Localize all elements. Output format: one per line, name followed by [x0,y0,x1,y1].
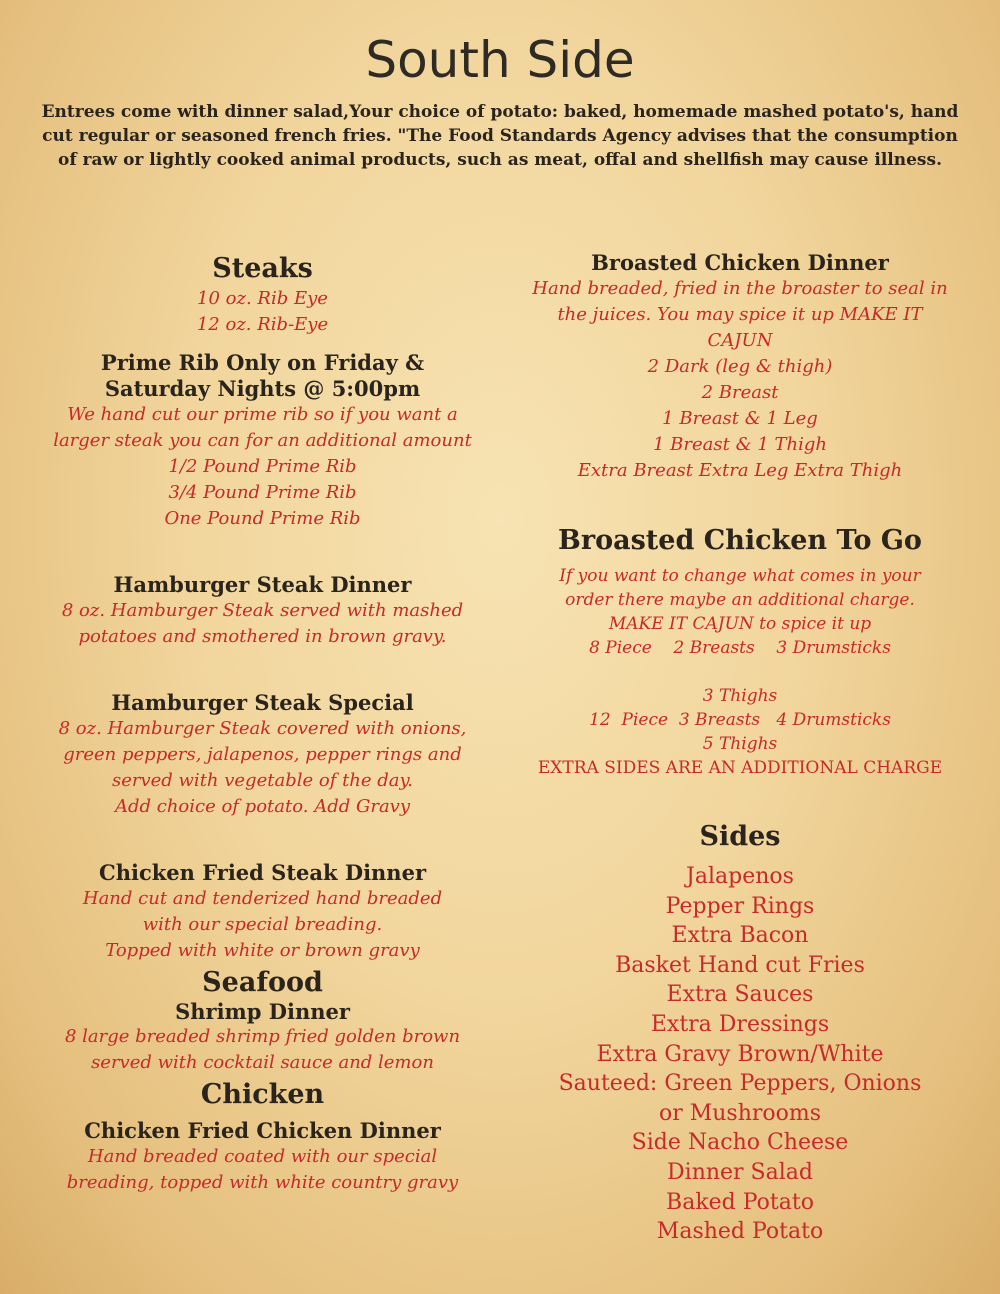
side-item: Basket Hand cut Fries [615,952,865,978]
hamburger-special-note: Add choice of potato. Add Gravy [114,796,411,817]
broasted-dinner-heading: Broasted Chicken Dinner [591,250,889,275]
broasted-dinner-item: 2 Dark (leg & thigh) [647,356,833,377]
hamburger-dinner-description: 8 oz. Hamburger Steak served with mashed potatoes and smothered in brown gravy. [61,600,464,647]
steak-item: 12 oz. Rib-Eye [196,314,329,335]
prime-rib-description: We hand cut our prime rib so if you want a larger steak you can for an additional amount [53,404,472,451]
side-item: Extra Dressings [650,1011,830,1037]
side-item: Dinner Salad [667,1159,813,1185]
shrimp-dinner-heading: Shrimp Dinner [175,999,350,1024]
page-title: South Side [365,31,635,89]
left-column [40,252,485,1196]
broasted-to-go-heading: Broasted Chicken To Go [558,525,922,556]
side-item: Sauteed: Green Peppers, Onions [558,1071,922,1097]
to-go-option: 12 Piece 3 Breasts 4 Drumsticks [589,710,891,730]
prime-rib-item: 3/4 Pound Prime Rib [168,482,357,503]
side-item: Jalapenos [686,864,794,889]
broasted-dinner-item: 1 Breast & 1 Thigh [653,434,827,455]
extra-sides-note: EXTRA SIDES ARE AN ADDITIONAL CHARGE [537,758,943,778]
broasted-to-go-description: If you want to change what comes in your order there maybe an additional charge. MAKE IT CAJUN to spice it up [559,566,921,634]
hamburger-special-description: 8 oz. Hamburger Steak covered with onions, green peppers, jalapenos, pepper rings and served with vegetable of the day. [58,718,467,791]
right-column [520,250,960,1247]
chicken-fried-chicken-description: Hand breaded coated with our special breading, topped with white country gravy [66,1146,459,1193]
chicken-fried-chicken-heading: Chicken Fried Chicken Dinner [84,1118,441,1143]
steak-item: 10 oz. Rib Eye [197,288,328,309]
side-item: Baked Potato [666,1189,814,1215]
sides-heading: Sides [699,821,781,852]
broasted-dinner-item: 1 Breast & 1 Leg [662,408,818,429]
side-item: Pepper Rings [665,893,815,919]
to-go-option: 5 Thighs [702,734,778,754]
prime-rib-item: 1/2 Pound Prime Rib [168,456,357,477]
chicken-fried-steak-note: Topped with white or brown gravy [105,940,420,961]
broasted-dinner-description: Hand breaded, fried in the broaster to seal in the juices. You may spice it up MAKE IT CAJUN [532,278,948,351]
shrimp-dinner-description: 8 large breaded shrimp fried golden brown served with cocktail sauce and lemon [64,1026,461,1073]
intro-text: Entrees come with dinner salad,Your choice of potato: baked, homemade mashed potato's, hand cut regular or seasoned french fries. "The Food Standards Agency advises that the consumption of raw or lightly cooked animal products, such as meat, offal and shellfish may cause illness. [41,102,959,170]
prime-rib-heading: Prime Rib Only on Friday & Saturday Nights @ 5:00pm [100,350,425,401]
chicken-heading: Chicken [200,1079,325,1110]
steaks-heading: Steaks [212,253,313,284]
chicken-fried-steak-heading: Chicken Fried Steak Dinner [98,860,427,885]
to-go-option: 3 Thighs [702,686,778,706]
side-item: Side Nacho Cheese [631,1130,849,1156]
side-item: Extra Bacon [671,923,809,949]
broasted-dinner-item: 2 Breast [701,382,779,403]
prime-rib-item: One Pound Prime Rib [164,508,361,529]
seafood-heading: Seafood [202,967,323,998]
side-item: or Mushrooms [658,1100,822,1126]
side-item: Extra Sauces [666,982,814,1008]
hamburger-special-heading: Hamburger Steak Special [111,690,414,715]
broasted-dinner-item: Extra Breast Extra Leg Extra Thigh [577,460,903,481]
chicken-fried-steak-description: Hand cut and tenderized hand breaded with our special breading. [82,888,443,935]
side-item: Mashed Potato [656,1219,824,1245]
side-item: Extra Gravy Brown/White [596,1041,884,1067]
hamburger-dinner-heading: Hamburger Steak Dinner [113,572,412,597]
to-go-option: 8 Piece 2 Breasts 3 Drumsticks [589,638,891,658]
